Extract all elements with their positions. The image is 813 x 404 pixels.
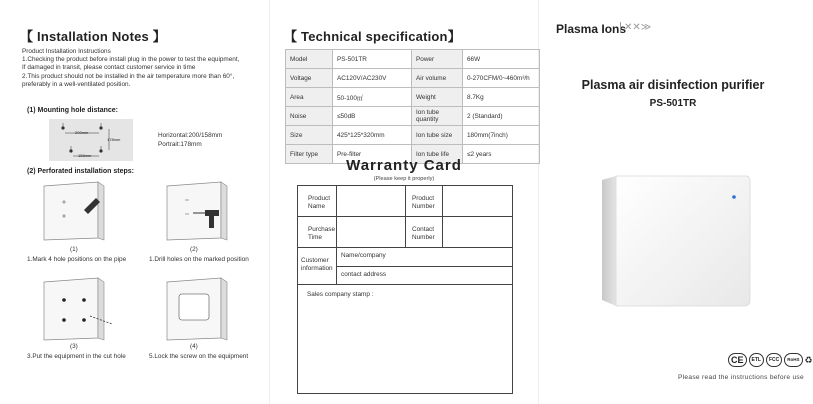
step-3-illustration (40, 276, 120, 342)
step-4-illustration (163, 276, 233, 342)
spec-label: Ion tube life (412, 145, 463, 164)
table-row (286, 107, 540, 126)
spec-table (285, 49, 540, 164)
step-1-number: (1) (70, 246, 78, 253)
contact-number-field[interactable] (443, 217, 512, 248)
step-3-number: (3) (70, 343, 78, 350)
spec-value: 2 (Standard) (463, 107, 540, 126)
mounting-title: (1) Mounting hole distance: (27, 107, 118, 114)
portrait-distance: Portrait:178mm (158, 141, 202, 148)
purifier-device-image (596, 172, 754, 310)
dim-200: 200mm (75, 130, 89, 135)
spec-value: Pre-filter (333, 145, 412, 164)
brand-logo-mark: ✕✕≫ (620, 22, 651, 33)
installation-intro (22, 48, 267, 89)
table-row (286, 126, 540, 145)
mounting-diagram (49, 119, 133, 161)
step-1-caption: 1.Mark 4 hole positions on the pipe (27, 256, 127, 263)
step-4-number: (4) (190, 343, 198, 350)
step-1-illustration (40, 180, 110, 242)
spec-label: Weight (412, 88, 463, 107)
spec-value: 425*125*320mm (333, 126, 412, 145)
recycle-icon: ♻ (804, 355, 813, 365)
product-name-field[interactable] (337, 186, 406, 217)
intro-line: 1.Checking the product before install plug in the power to test the equipment, (22, 56, 240, 64)
step-2-number: (2) (190, 246, 198, 253)
product-model: PS-501TR (649, 98, 697, 109)
spec-label: Area (286, 88, 333, 107)
warranty-card (297, 185, 513, 394)
certification-row (728, 353, 813, 367)
table-row (286, 50, 540, 69)
intro-line: preferably in a well-ventilated position. (22, 80, 131, 88)
dim-178: 178mm (107, 137, 121, 142)
contact-number-label: Contact Number (412, 226, 435, 241)
spec-label: Power (412, 50, 463, 69)
steps-title: (2) Perforated installation steps: (27, 168, 134, 175)
contact-address-label: contact address (341, 271, 387, 278)
sales-stamp-area[interactable] (298, 285, 512, 392)
customer-info-cell (298, 248, 337, 285)
etl-mark-icon: ETL (749, 353, 764, 367)
name-company-label: Name/company (341, 252, 386, 259)
spec-value: 50-100㎡ (333, 88, 412, 107)
spec-title: 【 Technical specification】 (284, 29, 461, 44)
spec-value: PS-501TR (333, 50, 412, 69)
footer-note: Please read the instructions before use (677, 374, 804, 381)
spec-value: AC120V/AC230V (333, 69, 412, 88)
product-number-label: Product Number (412, 195, 435, 210)
horizontal-distance: Horizontal:200/158mm (158, 132, 223, 139)
ce-mark-icon: CE (728, 353, 747, 367)
purchase-time-label: Purchase Time (308, 226, 335, 241)
intro-line: If damaged in transit, please contact customer service in time (22, 64, 196, 72)
purchase-time-cell (298, 217, 337, 248)
brand-name: Plasma Ions (556, 22, 627, 36)
purchase-time-field[interactable] (337, 217, 406, 248)
spec-label: Noise (286, 107, 333, 126)
purifier-graphic (596, 172, 754, 310)
spec-value: 0-270CFM/0~460m³/h (463, 69, 540, 88)
step-2-illustration (163, 180, 233, 242)
name-company-field[interactable] (337, 248, 512, 267)
step-3-caption: 3.Put the equipment in the cut hole (27, 353, 126, 360)
installation-title: 【 Installation Notes 】 (20, 29, 166, 44)
spec-label: Ion tube size (412, 126, 463, 145)
intro-line: 2.This product should not be installed in the air temperature more than 60°, (22, 72, 235, 80)
contact-address-field[interactable] (337, 267, 512, 285)
customer-info-label: Customer information (301, 257, 333, 272)
spec-label: Ion tube quantity (412, 107, 463, 126)
step-4-caption: 5.Lock the screw on the equipment (149, 353, 249, 360)
panel-divider-1 (269, 0, 270, 404)
warranty-title: Warranty Card (346, 157, 462, 174)
intro-line: Product Installation Instructions (22, 48, 111, 55)
spec-label: Air volume (412, 69, 463, 88)
step-2-caption: 1.Drill holes on the marked position (149, 256, 249, 263)
spec-value: 8.7Kg (463, 88, 540, 107)
sales-stamp-label: Sales company stamp : (307, 291, 374, 298)
pencil-marking-graphic (40, 180, 110, 242)
product-number-cell (406, 186, 443, 217)
table-row (286, 88, 540, 107)
screw-insert-graphic (40, 276, 120, 342)
spec-label: Voltage (286, 69, 333, 88)
product-title: Plasma air disinfection purifier (581, 78, 765, 92)
spec-label: Filter type (286, 145, 333, 164)
device-mounted-graphic (163, 276, 233, 342)
product-number-field[interactable] (443, 186, 512, 217)
product-name-cell (298, 186, 337, 217)
warranty-subtitle: (Please keep it properly) (373, 176, 435, 182)
table-row (286, 69, 540, 88)
spec-value: 180mm(7inch) (463, 126, 540, 145)
spec-label: Size (286, 126, 333, 145)
contact-number-cell (406, 217, 443, 248)
fcc-mark-icon: FCC (766, 353, 782, 367)
product-name-label: Product Name (308, 195, 331, 210)
dim-158: 158mm (78, 153, 92, 158)
spec-label: Model (286, 50, 333, 69)
spec-value: ≤2 years (463, 145, 540, 164)
spec-value: ≤50dB (333, 107, 412, 126)
drill-graphic (163, 180, 233, 242)
spec-value: 66W (463, 50, 540, 69)
rohs-mark-icon: RoHS (784, 353, 802, 367)
